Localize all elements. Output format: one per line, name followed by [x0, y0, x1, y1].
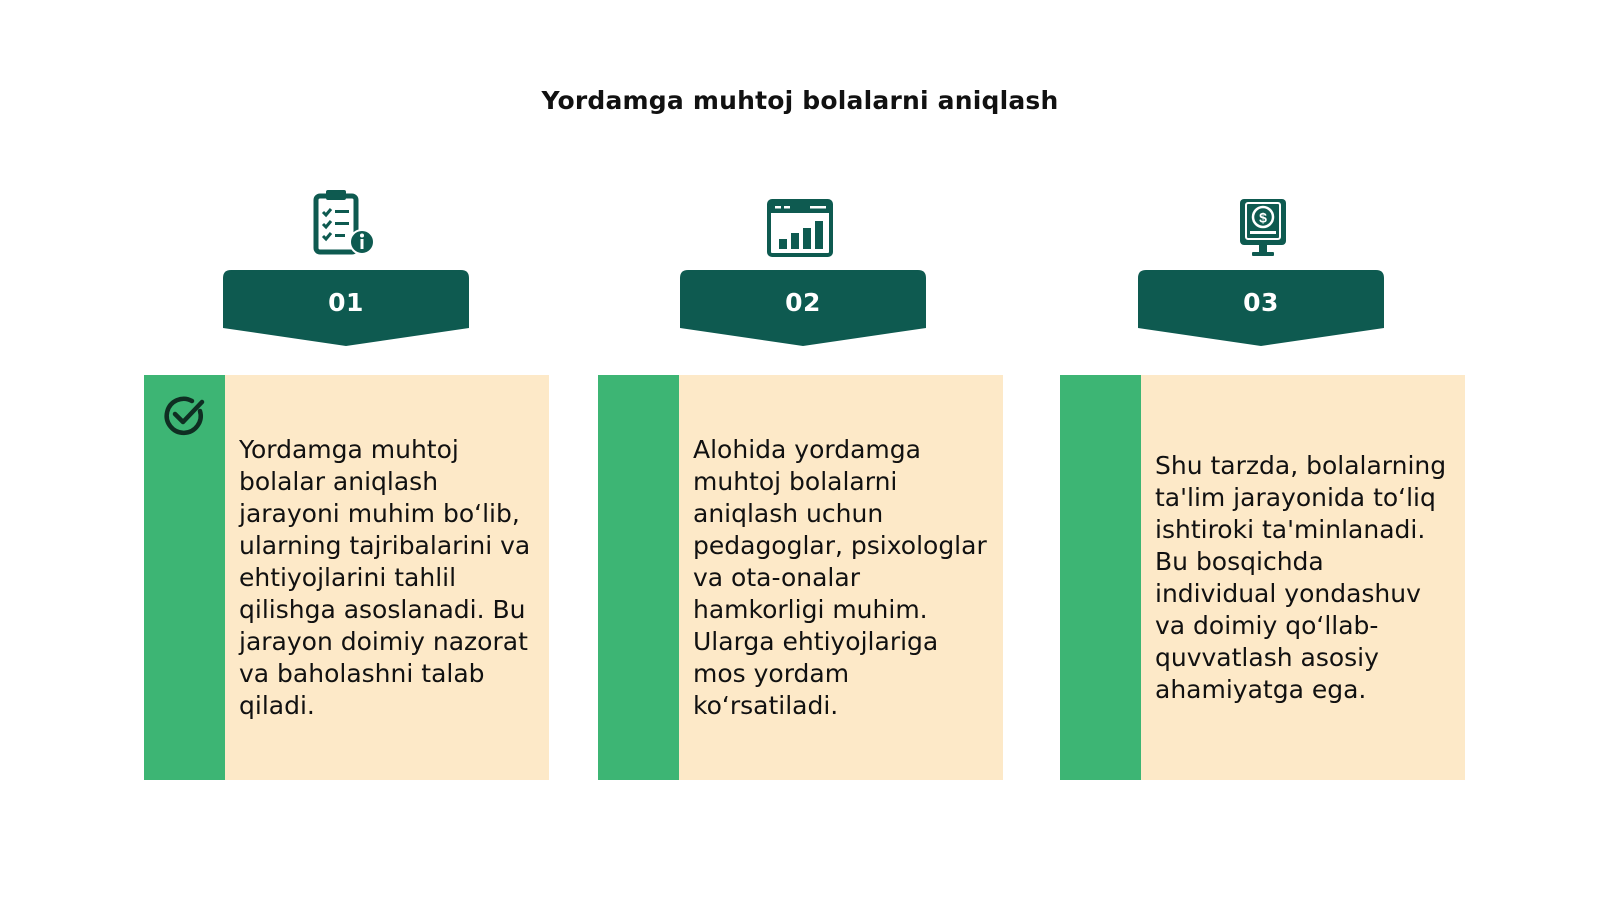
step-card-01 — [144, 375, 549, 780]
step-number: 03 — [1243, 288, 1279, 317]
step-badge-01 — [223, 270, 469, 348]
card-stripe — [598, 375, 679, 780]
step-number: 02 — [785, 288, 821, 317]
monitor-dollar-icon — [1228, 193, 1298, 263]
step-badge-03 — [1138, 270, 1384, 348]
card-text: Alohida yordamga muhtoj bolalarni aniqlash uchun pedagoglar, psixologlar va ota-onalar hamkorligi muhim. Ularga ehtiyojlariga mos yordam ko‘rsatiladi. — [693, 434, 987, 720]
step-badge-02 — [680, 270, 926, 348]
page-title: Yordamga muhtoj bolalarni aniqlash — [541, 86, 1059, 115]
clipboard-checklist-info-icon — [310, 188, 380, 258]
step-card-03 — [1060, 375, 1465, 780]
card-text: Shu tarzda, bolalarning ta'lim jarayonida to‘liq ishtiroki ta'minlanadi. Bu bosqichda individual yondashuv va doimiy qo‘llab-quvvatlash asosiy ahamiyatga ega. — [1155, 450, 1447, 704]
card-stripe — [1060, 375, 1141, 780]
check-circle-icon — [162, 393, 208, 439]
browser-bar-chart-icon — [765, 195, 835, 265]
card-text-container — [693, 375, 989, 780]
card-stripe — [144, 375, 225, 780]
step-card-02 — [598, 375, 1003, 780]
card-text: Yordamga muhtoj bolalar aniqlash jarayoni muhim bo‘lib, ularning tajribalarini va ehtiyojlarini tahlil qilishga asoslanadi. Bu jarayon doimiy nazorat va baholashni talab qiladi. — [239, 434, 531, 720]
svg-text:$: $ — [1259, 209, 1267, 226]
card-text-container — [239, 375, 535, 780]
step-number: 01 — [328, 288, 364, 317]
card-text-container — [1155, 375, 1451, 780]
